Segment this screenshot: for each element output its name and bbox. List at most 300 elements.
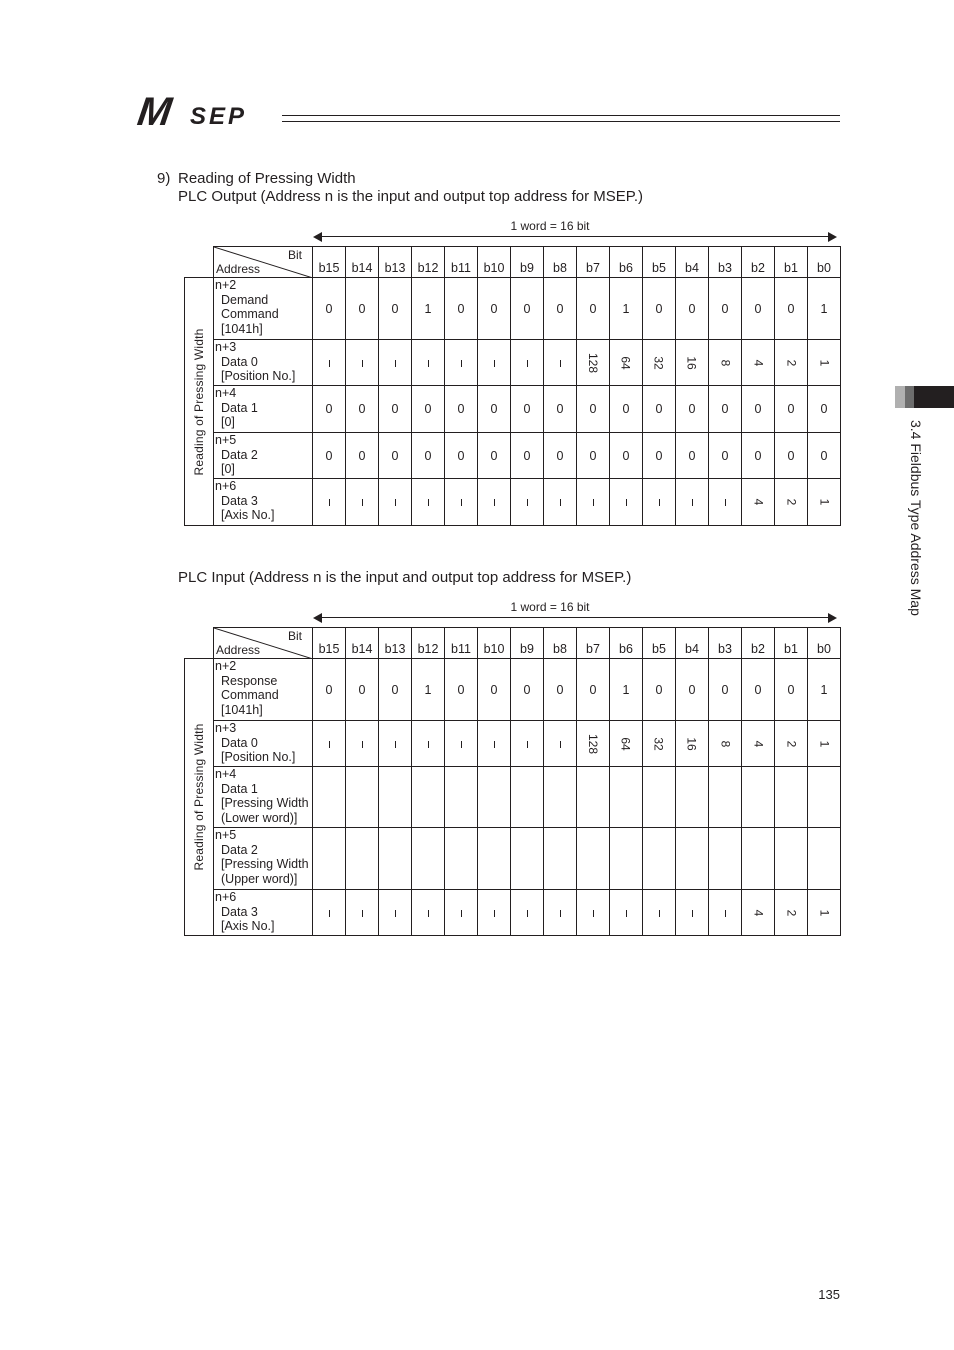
table-row [185,659,841,721]
bit-cell-b0 [808,433,841,479]
bit-cell-b1 [775,386,808,433]
bit-header-b2: b2 [742,628,775,659]
address-description: (Lower word)] [221,810,298,825]
address-offset: n+4 [215,386,237,400]
bit-cell-b10 [478,890,511,936]
bit-value: 0 [820,402,828,416]
unused-bit-mark [527,360,528,367]
table-row [185,278,841,340]
bit-cell-b4 [676,433,709,479]
unused-bit-mark [329,499,330,506]
address-label: Address [216,262,261,276]
unused-bit-mark [494,360,495,367]
bit-cell-b8 [544,479,577,526]
bit-value: 0 [325,682,333,697]
bit-cell-b8 [544,767,577,828]
bit-weight: 2 [784,909,798,916]
bit-cell-b9 [511,386,544,433]
address-description: [Axis No.] [221,919,275,934]
address-offset: n+2 [215,278,237,292]
bit-cell-b13 [379,433,412,479]
bit-value: 0 [688,301,696,316]
bit-cell-b5 [643,433,676,479]
unused-bit-mark [395,360,396,367]
bit-cell-b15 [313,340,346,386]
bit-value: 0 [787,402,795,416]
bit-value: 0 [424,448,432,463]
bit-value: 0 [490,448,498,463]
bit-cell-b12 [412,659,445,721]
address-cell [214,721,313,767]
unused-bit-mark [626,499,627,506]
unused-bit-mark [692,499,693,506]
bit-weight: 16 [684,736,699,751]
unused-bit-mark [725,910,726,917]
bit-header-b0: b0 [808,628,841,659]
bit-cell-b6 [610,659,643,721]
bit-cell-b13 [379,767,412,828]
side-tab-label: 3.4 Fieldbus Type Address Map [908,420,924,616]
bit-cell-b7 [577,386,610,433]
bit-cell-b13 [379,479,412,526]
bit-value: 1 [820,682,828,697]
table-row [185,767,841,828]
bit-cell-b3 [709,767,742,828]
logo-sep: SEP [190,103,248,130]
unused-bit-mark [527,910,528,917]
bit-cell-b2 [742,433,775,479]
bit-cell-b15 [313,890,346,936]
word-size-label-input: 1 word = 16 bit [510,600,590,614]
bit-cell-b8 [544,433,577,479]
address-cell [214,828,313,890]
address-description: Data 2 [221,447,258,462]
header-rule-top [282,115,840,116]
bit-value: 0 [655,682,663,697]
bit-value: 0 [622,402,630,416]
header-blank [185,628,214,659]
bit-cell-b7 [577,767,610,828]
unused-bit-mark [593,910,594,917]
bit-cell-b12 [412,386,445,433]
bit-address-header [214,247,313,278]
bit-header-b6: b6 [610,247,643,278]
address-offset: n+5 [215,828,237,842]
address-description: Data 2 [221,842,258,857]
bit-cell-b5 [643,278,676,340]
bit-weight: 64 [618,736,633,751]
bit-value: 0 [556,301,564,316]
bit-cell-b3 [709,659,742,721]
bit-weight: 2 [784,740,798,747]
unused-bit-mark [692,910,693,917]
address-description: [0] [221,415,235,430]
bit-cell-b9 [511,433,544,479]
bit-header-b1: b1 [775,628,808,659]
bit-cell-b9 [511,828,544,890]
bit-cell-b10 [478,386,511,433]
bit-weight: 16 [684,355,699,370]
bit-cell-b11 [445,828,478,890]
bit-cell-b4 [676,721,709,767]
bit-header-b4: b4 [676,247,709,278]
bit-cell-b9 [511,278,544,340]
bit-header-b5: b5 [643,247,676,278]
bit-value: 0 [589,301,597,316]
bit-cell-b15 [313,767,346,828]
bit-cell-b4 [676,340,709,386]
msep-logo [134,90,278,134]
section-title: Reading of Pressing Width [178,170,356,187]
bit-value: 0 [655,448,663,463]
unused-bit-mark [428,360,429,367]
unused-bit-mark [560,910,561,917]
bit-header-b10: b10 [478,628,511,659]
bit-value: 0 [490,682,498,697]
bit-cell-b15 [313,386,346,433]
bit-cell-b2 [742,386,775,433]
bit-cell-b10 [478,433,511,479]
bit-cell-b13 [379,721,412,767]
address-description: [0] [221,462,235,477]
bit-label: Bit [287,248,302,262]
bit-cell-b15 [313,828,346,890]
bit-value: 0 [358,682,366,697]
bit-header-b7: b7 [577,628,610,659]
bit-value: 0 [523,448,531,463]
bit-cell-b15 [313,479,346,526]
bit-cell-b11 [445,721,478,767]
bit-value: 0 [556,682,564,697]
bit-cell-b9 [511,767,544,828]
bit-header-b9: b9 [511,628,544,659]
bit-cell-b14 [346,659,379,721]
bit-header-b0: b0 [808,247,841,278]
bit-value: 0 [358,448,366,463]
bit-cell-b14 [346,278,379,340]
bit-cell-b6 [610,767,643,828]
page-number: 135 [818,1287,840,1302]
bit-value: 0 [457,682,465,697]
address-description: [Pressing Width [221,857,309,872]
bit-cell-b3 [709,828,742,890]
bit-cell-b10 [478,767,511,828]
bit-cell-b12 [412,828,445,890]
bit-cell-b14 [346,433,379,479]
unused-bit-mark [494,741,495,748]
bit-cell-b14 [346,340,379,386]
bit-cell-b2 [742,721,775,767]
bit-cell-b5 [643,479,676,526]
bit-cell-b2 [742,278,775,340]
bit-label: Bit [287,629,302,643]
bit-cell-b0 [808,828,841,890]
bit-cell-b11 [445,659,478,721]
bit-weight: 4 [751,909,765,916]
unused-bit-mark [362,499,363,506]
bit-value: 0 [490,301,498,316]
address-description: Data 1 [221,781,258,796]
bit-weight: 8 [718,359,732,366]
address-description: Command [221,688,279,703]
bit-weight: 1 [817,498,831,506]
bit-cell-b4 [676,890,709,936]
bit-cell-b6 [610,340,643,386]
bit-header-b1: b1 [775,247,808,278]
table-row [185,386,841,433]
unused-bit-mark [527,499,528,506]
bit-value: 0 [589,448,597,463]
bit-value: 0 [622,448,630,463]
bit-cell-b5 [643,890,676,936]
bit-cell-b3 [709,386,742,433]
header-rule-bottom [282,121,840,122]
bit-cell-b4 [676,386,709,433]
address-description: Command [221,307,279,322]
word-arrow-output [313,232,837,242]
bit-header-b13: b13 [379,628,412,659]
header-blank [185,247,214,278]
bit-value: 0 [325,301,333,316]
address-description: [Position No.] [221,750,296,765]
unused-bit-mark [428,910,429,917]
bit-value: 0 [325,448,333,463]
bit-address-header [214,628,313,659]
plc-input-heading: PLC Input (Address n is the input and output top address for MSEP.) [178,569,632,586]
bit-cell-b8 [544,721,577,767]
bit-cell-b12 [412,433,445,479]
bit-cell-b2 [742,828,775,890]
address-description: [1041h] [221,321,263,336]
bit-cell-b1 [775,721,808,767]
address-offset: n+4 [215,767,237,781]
bit-cell-b4 [676,767,709,828]
bit-cell-b10 [478,278,511,340]
section-number: 9) [157,170,171,187]
bit-cell-b14 [346,767,379,828]
unused-bit-mark [395,910,396,917]
side-tab-marker [895,386,954,408]
bit-header-b15: b15 [313,628,346,659]
bit-cell-b1 [775,340,808,386]
bit-cell-b4 [676,479,709,526]
address-description: Demand [221,292,269,307]
bit-value: 0 [688,402,696,416]
plc-output-heading: PLC Output (Address n is the input and output top address for MSEP.) [178,188,643,205]
bit-cell-b12 [412,479,445,526]
address-description: Data 3 [221,904,258,919]
unused-bit-mark [494,910,495,917]
bit-cell-b15 [313,721,346,767]
bit-value: 0 [325,402,333,416]
bit-cell-b6 [610,721,643,767]
bit-value: 0 [391,402,399,416]
logo-m: M [134,90,173,134]
address-description: Data 0 [221,354,258,369]
bit-cell-b2 [742,659,775,721]
bit-cell-b13 [379,386,412,433]
bit-cell-b11 [445,386,478,433]
bit-header-b12: b12 [412,628,445,659]
unused-bit-mark [329,360,330,367]
bit-cell-b10 [478,659,511,721]
bit-weight: 1 [817,909,831,916]
unused-bit-mark [725,499,726,506]
bit-header-b11: b11 [445,247,478,278]
bit-value: 0 [787,448,795,463]
bit-cell-b12 [412,721,445,767]
bit-value: 1 [622,301,630,316]
group-label-cell [185,659,214,936]
bit-cell-b3 [709,890,742,936]
address-cell [214,386,313,433]
group-label: Reading of Pressing Width [192,723,206,871]
bit-value: 1 [424,682,432,697]
bit-value: 0 [589,402,597,416]
bit-value: 1 [424,301,432,316]
bit-value: 0 [754,682,762,697]
bit-cell-b5 [643,721,676,767]
word-size-label-output: 1 word = 16 bit [510,219,590,233]
address-offset: n+3 [215,721,237,735]
bit-weight: 4 [751,740,765,747]
address-description: Response [221,673,278,688]
unused-bit-mark [593,499,594,506]
address-cell [214,890,313,936]
bit-weight: 4 [751,359,765,366]
bit-weight: 1 [817,740,831,747]
unused-bit-mark [527,741,528,748]
bit-header-b13: b13 [379,247,412,278]
bit-value: 0 [820,448,828,463]
address-description: [Position No.] [221,369,296,384]
unused-bit-mark [560,741,561,748]
bit-cell-b0 [808,386,841,433]
bit-weight: 8 [718,740,732,747]
bit-value: 0 [490,402,498,416]
group-label: Reading of Pressing Width [192,327,206,476]
bit-value: 0 [556,402,564,416]
bit-cell-b13 [379,278,412,340]
bit-cell-b8 [544,659,577,721]
bit-header-b14: b14 [346,247,379,278]
plc-input-table [184,627,841,936]
bit-cell-b5 [643,659,676,721]
bit-value: 0 [655,402,663,416]
bit-header-b9: b9 [511,247,544,278]
bit-value: 0 [523,682,531,697]
bit-cell-b13 [379,828,412,890]
bit-cell-b12 [412,890,445,936]
bit-cell-b15 [313,659,346,721]
table-row [185,721,841,767]
bit-cell-b12 [412,278,445,340]
bit-cell-b3 [709,433,742,479]
bit-cell-b0 [808,767,841,828]
bit-cell-b3 [709,340,742,386]
unused-bit-mark [428,499,429,506]
bit-cell-b4 [676,278,709,340]
bit-header-b5: b5 [643,628,676,659]
bit-cell-b10 [478,340,511,386]
address-offset: n+5 [215,433,237,447]
address-cell [214,479,313,526]
bit-cell-b8 [544,386,577,433]
bit-cell-b14 [346,721,379,767]
bit-cell-b0 [808,890,841,936]
bit-cell-b5 [643,386,676,433]
address-cell [214,278,313,340]
bit-cell-b1 [775,433,808,479]
bit-header-b6: b6 [610,628,643,659]
bit-cell-b14 [346,479,379,526]
bit-value: 0 [787,682,795,697]
bit-value: 0 [721,682,729,697]
bit-value: 0 [721,301,729,316]
bit-cell-b1 [775,828,808,890]
unused-bit-mark [395,499,396,506]
bit-weight: 32 [651,355,666,370]
unused-bit-mark [560,360,561,367]
bit-cell-b6 [610,479,643,526]
bit-cell-b7 [577,340,610,386]
address-offset: n+2 [215,659,237,673]
bit-cell-b2 [742,890,775,936]
word-arrow-input [313,613,837,623]
bit-cell-b7 [577,479,610,526]
bit-cell-b7 [577,659,610,721]
bit-cell-b9 [511,890,544,936]
bit-cell-b12 [412,340,445,386]
bit-cell-b6 [610,828,643,890]
table-row [185,340,841,386]
bit-header-b7: b7 [577,247,610,278]
unused-bit-mark [329,741,330,748]
bit-cell-b5 [643,767,676,828]
bit-cell-b9 [511,721,544,767]
unused-bit-mark [461,741,462,748]
unused-bit-mark [659,910,660,917]
bit-cell-b9 [511,340,544,386]
bit-header-b4: b4 [676,628,709,659]
unused-bit-mark [362,910,363,917]
bit-weight: 128 [586,733,600,754]
bit-value: 0 [655,301,663,316]
bit-value: 0 [391,448,399,463]
plc-output-table [184,246,841,526]
bit-cell-b2 [742,767,775,828]
bit-cell-b2 [742,479,775,526]
bit-cell-b8 [544,278,577,340]
bit-cell-b11 [445,890,478,936]
bit-cell-b1 [775,278,808,340]
table-row [185,479,841,526]
bit-cell-b0 [808,278,841,340]
bit-cell-b2 [742,340,775,386]
unused-bit-mark [659,499,660,506]
unused-bit-mark [494,499,495,506]
bit-cell-b5 [643,340,676,386]
bit-cell-b11 [445,433,478,479]
bit-weight: 2 [784,359,798,366]
bit-cell-b11 [445,767,478,828]
bit-cell-b14 [346,828,379,890]
bit-header-b15: b15 [313,247,346,278]
bit-value: 0 [754,448,762,463]
bit-value: 0 [688,448,696,463]
unused-bit-mark [362,741,363,748]
bit-value: 0 [391,682,399,697]
